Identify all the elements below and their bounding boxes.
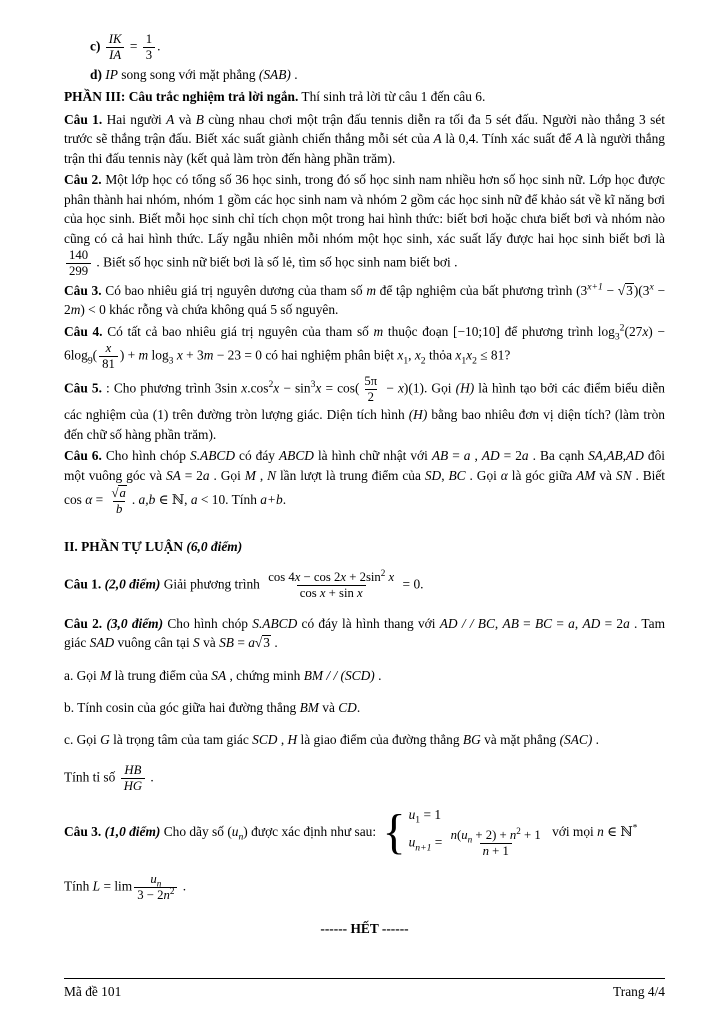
text-run: log xyxy=(148,347,169,363)
text-run: .cos xyxy=(247,380,269,396)
text-run: − cos 2 xyxy=(300,569,341,584)
text-run: ( xyxy=(92,347,98,363)
italic-run: AD xyxy=(582,615,601,631)
bold-run: Câu 1. xyxy=(64,576,105,592)
italic-run: x xyxy=(340,569,347,584)
text-run: . Tam giác xyxy=(64,615,665,651)
fraction xyxy=(265,567,397,601)
italic-run: a xyxy=(521,448,529,464)
text-run: . xyxy=(282,492,287,508)
text-run: 2 xyxy=(367,390,374,405)
italic-run: x xyxy=(273,380,280,396)
italic-run: CD xyxy=(338,699,357,715)
exam-code: Mã đề 101 xyxy=(64,984,122,999)
subscript: 3 xyxy=(614,331,620,343)
fraction xyxy=(143,32,155,63)
italic-run: a+b xyxy=(260,492,283,508)
text-run: ( xyxy=(457,827,462,842)
bold-italic-run: (1,0 điểm) xyxy=(104,823,161,839)
italic-run: b xyxy=(115,502,123,517)
text-run: , chứng minh xyxy=(226,667,304,683)
italic-run: x xyxy=(642,323,649,339)
text-run: và xyxy=(174,111,196,127)
text-run: cos xyxy=(299,585,320,600)
bold-run: Câu 4. xyxy=(64,323,103,339)
text-run: có đáy là hình thang với xyxy=(297,615,440,631)
text-run: , xyxy=(574,615,583,631)
text-run: là trọng tâm của tam giác xyxy=(109,732,253,748)
italic-run: a xyxy=(248,635,255,651)
text-run: Cho hình chóp xyxy=(163,615,253,631)
text-run: Một lớp học có tổng số 36 học sinh, trong đó số học sinh nam nhiều hơn số học sinh nữ. Lớp học được phân thành hai nhóm, nhóm 1 gồm các học sinh nam và nhóm 2 gồm các học sinh nữ để khảo sát về kĩ năng bơi của học sinh. Biết mỗi học sinh chỉ tích chọn một trong hai hình thức: biết bơi hoặc chưa biết bơi và nhóm nào cũng có cả hai hình thức. Lấy ngẫu nhiên mỗi nhóm một học sinh, xác suất lấy được hai học sinh biết bơi là xyxy=(64,172,665,246)
text-run: để tập nghiệm của bất phương trình xyxy=(375,283,577,298)
subscript: 1 xyxy=(415,814,421,826)
item-c xyxy=(90,32,665,63)
italic-run: (H) xyxy=(455,380,475,396)
text-run: + 1 xyxy=(488,843,509,858)
text-run: . Biết cos xyxy=(64,467,666,508)
superscript: 2 xyxy=(169,885,175,896)
italic-run: m xyxy=(203,347,214,363)
bold-italic-run: (3,0 điểm) xyxy=(106,615,164,631)
text-run: . xyxy=(157,38,161,54)
italic-run: S xyxy=(193,635,200,651)
italic-run: a xyxy=(119,486,126,501)
italic-run: u xyxy=(150,871,157,886)
text-run: , xyxy=(255,467,268,483)
italic-run: IP xyxy=(105,67,118,83)
cases-row xyxy=(409,807,546,824)
text-run: = xyxy=(92,492,107,508)
text-run: . Biết số học sinh nữ biết bơi là số lẻ, tìm số học sinh nam biết bơi . xyxy=(93,254,458,270)
text-run: , xyxy=(494,615,503,631)
text-run: cos 4 xyxy=(268,569,295,584)
text-run: 3 xyxy=(626,283,633,298)
text-run: = 2 xyxy=(499,448,522,464)
text-run: + 3 xyxy=(182,347,204,363)
text-run: 1 xyxy=(145,32,153,46)
bold-run: c) xyxy=(90,38,104,54)
cases-brace: { xyxy=(382,806,406,860)
text-run: lần lượt là trung điểm của xyxy=(276,467,425,483)
italic-run: x xyxy=(319,585,326,600)
cau-1 xyxy=(64,110,665,168)
text-run: cùng nhau chơi một trận đấu tennis diễn ra tối đa 5 sét đấu. Người nào thắng 3 sét trước sẽ thắng trận đấu. Biết xác suất giành chiến thắng mỗi sét của xyxy=(64,111,665,147)
text-run: ∈ ℕ xyxy=(603,823,633,839)
text-run: . xyxy=(270,635,278,651)
italic-run: SD xyxy=(424,467,442,483)
bold-run: Câu 3. xyxy=(64,823,105,839)
italic-run: (H) xyxy=(408,407,428,423)
text-run: , xyxy=(408,347,415,363)
text-run: ) < 0 khác rỗng và chứa không quá 5 số nguyên. xyxy=(80,302,339,318)
text-run: và xyxy=(595,467,616,483)
subscript: 1 xyxy=(403,355,409,367)
italic-run: SA,AB,AD xyxy=(588,448,644,464)
italic-run: α xyxy=(500,467,508,483)
italic-run: x xyxy=(397,347,404,363)
text-run: được xác định như sau: xyxy=(247,823,380,839)
italic-run: a xyxy=(202,467,210,483)
text-run: , xyxy=(277,732,288,748)
italic-run: N xyxy=(267,467,277,483)
text-run: c. Gọi xyxy=(64,732,101,748)
end-marker xyxy=(64,919,665,938)
italic-run: SCD xyxy=(252,732,278,748)
page-footer xyxy=(64,978,665,1000)
text-run: , xyxy=(470,448,482,464)
italic-run: m xyxy=(373,323,384,339)
text-run: Tính tỉ số xyxy=(64,769,119,785)
bold-run: II. PHẦN TỰ LUẬN xyxy=(64,539,187,555)
text-run: 5π xyxy=(364,374,378,389)
superscript: 2 xyxy=(516,825,521,836)
text-run: . xyxy=(131,492,139,508)
tl-cau-2a xyxy=(64,666,665,685)
text-run: − xyxy=(602,283,618,298)
italic-run: IA xyxy=(109,48,122,63)
text-run: = xyxy=(126,38,141,54)
italic-run: x xyxy=(357,585,363,600)
italic-run: M xyxy=(100,667,112,683)
italic-run: AD / / BC xyxy=(439,615,495,631)
text-run: < 10. Tính xyxy=(197,492,261,508)
text-run: Cho hình chóp xyxy=(101,448,190,464)
italic-run: n xyxy=(482,843,489,858)
bold-run: Câu 3. xyxy=(64,283,102,298)
text-run: : Cho phương trình 3sin xyxy=(101,380,242,396)
italic-run: u xyxy=(408,834,416,850)
bold-run: Câu 2. xyxy=(64,615,107,631)
cases-group xyxy=(382,807,545,859)
text-run: . xyxy=(356,699,361,715)
superscript: x xyxy=(649,281,654,293)
subscript: n xyxy=(238,831,244,843)
italic-run: AB xyxy=(502,615,519,631)
phan-3-heading xyxy=(64,87,665,106)
italic-run: x xyxy=(414,347,421,363)
text-run: . Ba cạnh xyxy=(528,448,589,464)
text-run: và xyxy=(199,635,220,651)
italic-run: x xyxy=(466,347,473,363)
text-run: = xyxy=(233,635,249,651)
subscript: 1 xyxy=(461,355,467,367)
italic-run: a xyxy=(463,448,471,464)
text-run: là người thắng trận thi đấu tennis này (kết quả làm tròn đến hàng phần trăm). xyxy=(64,131,665,166)
text-run: là giao điểm của đường thẳng xyxy=(297,732,463,748)
italic-run: x xyxy=(105,341,112,356)
text-run: . xyxy=(374,667,382,683)
italic-run: S.ABCD xyxy=(252,615,298,631)
cau-4 xyxy=(64,322,665,372)
text-run: 3 xyxy=(263,635,270,651)
superscript: 3 xyxy=(310,379,316,391)
superscript: 2 xyxy=(380,567,386,578)
bold-run: d) xyxy=(90,67,106,83)
italic-run: x xyxy=(397,380,404,396)
italic-run: n xyxy=(597,823,604,839)
bold-italic-run: (6,0 điểm) xyxy=(186,539,243,555)
italic-run: SA xyxy=(211,667,227,683)
bold-run: PHẦN III: Câu trắc nghiệm trả lời ngắn. xyxy=(64,89,299,105)
superscript: 2 xyxy=(619,322,625,334)
text-run: − sin xyxy=(279,380,311,396)
phan-tu-luan-heading xyxy=(64,537,665,556)
text-run: đôi một vuông góc và xyxy=(64,448,665,483)
tl-cau-2b xyxy=(64,698,665,717)
italic-run: α xyxy=(85,492,93,508)
text-run: là trung điểm của xyxy=(111,667,212,683)
italic-run: M xyxy=(244,467,256,483)
italic-run: (SAB) xyxy=(258,67,291,83)
italic-run: BC xyxy=(534,615,553,631)
text-run: . xyxy=(592,732,600,748)
italic-run: m xyxy=(70,302,81,318)
text-run: = 2 xyxy=(600,615,624,631)
italic-run: a xyxy=(568,615,575,631)
italic-run: IK xyxy=(108,32,122,46)
fraction xyxy=(106,32,125,63)
text-run: 3 xyxy=(145,48,153,63)
text-run: Cho dãy số xyxy=(160,823,228,839)
text-run: là 0,4. Tính xác suất để xyxy=(441,131,575,147)
sqrt-expression: √3 xyxy=(254,635,270,651)
superscript: * xyxy=(632,822,638,834)
italic-run: HB xyxy=(124,762,142,777)
text-run: = lim xyxy=(100,878,133,894)
italic-run: HG xyxy=(123,778,143,793)
italic-run: L xyxy=(92,878,101,894)
italic-run: S.ABCD xyxy=(190,448,236,464)
italic-run: u xyxy=(408,806,416,822)
text-run: là góc giữa xyxy=(507,467,577,483)
fraction xyxy=(121,763,145,794)
text-run: ) xyxy=(243,823,248,839)
text-run: a. Gọi xyxy=(64,667,101,683)
fraction xyxy=(66,248,91,279)
cases-row xyxy=(408,825,546,859)
sqrt-expression: √a xyxy=(111,486,126,501)
text-run: + 2) + xyxy=(472,827,510,842)
italic-run: u xyxy=(461,827,468,842)
text-run: thuộc đoạn xyxy=(383,323,453,339)
italic-run: AB xyxy=(431,448,449,464)
text-run: là hình chữ nhật với xyxy=(313,448,432,464)
text-run: vuông cân tại xyxy=(114,635,194,651)
text-run: − 23 = 0 có hai nghiệm phân biệt xyxy=(213,347,398,363)
subscript: n xyxy=(156,878,162,889)
fraction xyxy=(448,825,544,859)
document-content xyxy=(64,30,665,940)
text-run: Có bao nhiêu giá trị nguyên dương của tham số xyxy=(101,283,367,298)
text-run: = xyxy=(518,615,535,631)
text-run: ∈ ℕ, xyxy=(155,492,191,508)
subscript: 9 xyxy=(87,355,93,367)
italic-run: BM xyxy=(299,699,319,715)
text-run: ) + xyxy=(119,347,139,363)
text-run: b. Tính cosin của góc giữa hai đường thẳng xyxy=(64,699,300,715)
text-run: . xyxy=(290,67,298,83)
italic-run: BM / / (SCD) xyxy=(303,667,375,683)
text-run: Giải phương trình xyxy=(160,576,264,592)
text-run: = cos( xyxy=(321,380,360,396)
text-run: 81 xyxy=(102,357,115,372)
italic-run: B xyxy=(195,111,204,127)
text-run: )(3 xyxy=(633,283,650,298)
italic-run: H xyxy=(287,732,298,748)
fraction xyxy=(134,872,177,903)
italic-run: SN xyxy=(615,467,632,483)
text-run: + 2sin xyxy=(346,569,381,584)
italic-run: x xyxy=(388,569,395,584)
subscript: 2 xyxy=(472,355,477,367)
text-run: và mặt phẳng xyxy=(480,732,560,748)
text-run: = xyxy=(431,834,446,850)
text-run: [−10;10] xyxy=(453,323,500,339)
cau-6 xyxy=(64,446,665,517)
italic-run: m xyxy=(366,283,376,298)
bold-run: Câu 2. xyxy=(64,172,102,188)
cau-3 xyxy=(64,281,665,320)
italic-run: SA xyxy=(165,467,181,483)
tl-cau-3-limit xyxy=(64,872,665,903)
italic-run: SAD xyxy=(89,635,115,651)
text-run: 3 − 2 xyxy=(137,887,164,902)
text-run: ) − 6log xyxy=(64,323,665,363)
text-run: ( xyxy=(227,823,232,839)
italic-run: A xyxy=(166,111,175,127)
italic-run: x xyxy=(241,380,248,396)
text-run: và xyxy=(318,699,339,715)
text-run: = 2 xyxy=(180,467,203,483)
subscript: 3 xyxy=(168,355,174,367)
text-run: = 0. xyxy=(399,576,424,592)
italic-run: a xyxy=(623,615,630,631)
italic-run: A xyxy=(433,131,442,147)
bold-run: Câu 5. xyxy=(64,380,102,396)
italic-run: SB xyxy=(219,635,234,651)
fraction xyxy=(361,374,380,405)
italic-run: (SAC) xyxy=(559,732,593,748)
text-run: Hai người xyxy=(102,111,167,127)
tl-cau-1 xyxy=(64,567,665,601)
text-run: = xyxy=(448,448,464,464)
italic-run: A xyxy=(574,131,584,147)
text-run: . Gọi xyxy=(465,467,501,483)
italic-run: m xyxy=(138,347,149,363)
text-run: = xyxy=(552,615,569,631)
text-run: . xyxy=(179,878,187,894)
text-run: Tính xyxy=(64,878,93,894)
italic-run: x xyxy=(455,347,462,363)
item-d xyxy=(90,65,665,84)
tl-cau-2 xyxy=(64,614,665,653)
italic-run: n xyxy=(450,827,458,842)
italic-run: a xyxy=(190,492,198,508)
bold-run: Câu 1. xyxy=(64,111,103,127)
text-run: song song với mặt phẳng xyxy=(117,67,259,83)
tl-cau-2-ratio xyxy=(64,763,665,794)
text-run: là hình tạo bởi các điểm biểu diễn các nghiệm của (1) trên đường tròn lượng giác. Diện tích hình xyxy=(64,380,665,423)
bold-run: Câu 6. xyxy=(64,448,102,464)
subscript: n+1 xyxy=(415,841,432,853)
text-run: 140 xyxy=(69,247,89,262)
superscript: x+1 xyxy=(587,281,603,293)
italic-run: ABCD xyxy=(278,448,314,464)
italic-run: n xyxy=(509,827,517,842)
tl-cau-3 xyxy=(64,807,665,859)
italic-run: x xyxy=(176,347,183,363)
text-run: )(1). Gọi xyxy=(403,380,456,396)
text-run: − 2 xyxy=(64,283,665,318)
text-run: − xyxy=(382,380,398,396)
text-run: . Gọi xyxy=(209,467,245,483)
italic-run: BC xyxy=(448,467,466,483)
cau-5 xyxy=(64,374,665,444)
text-run: + 1 xyxy=(520,827,541,842)
bold-run: ------ HẾT ------ xyxy=(320,920,409,936)
page-number: Trang 4/4 xyxy=(613,984,665,999)
sqrt-expression: √3 xyxy=(617,283,633,298)
italic-run: a,b xyxy=(138,492,156,508)
text-run: + sin xyxy=(325,585,358,600)
subscript: n xyxy=(467,834,473,845)
tl-cau-2c xyxy=(64,730,665,749)
italic-run: AM xyxy=(576,467,596,483)
subscript: 2 xyxy=(420,355,426,367)
fraction xyxy=(99,341,118,372)
text-run: để phương trình xyxy=(499,323,598,339)
text-run: bằng bao nhiêu đơn vị diện tích? (làm tròn đến chữ số hàng phần trăm). xyxy=(64,407,665,442)
italic-run: x xyxy=(315,380,322,396)
text-run: . xyxy=(147,769,154,785)
cau-2 xyxy=(64,170,665,279)
text-run: có đáy xyxy=(235,448,279,464)
italic-run: BG xyxy=(462,732,481,748)
text-run: với mọi xyxy=(548,823,598,839)
text-run: (27 xyxy=(624,323,643,339)
text-run: thỏa xyxy=(425,347,456,363)
superscript: 2 xyxy=(268,379,274,391)
fraction xyxy=(108,485,129,517)
text-run: = 1 xyxy=(420,806,442,822)
text-run: ≤ 81? xyxy=(476,347,511,363)
italic-run: x xyxy=(294,569,301,584)
text-run: log xyxy=(597,323,615,339)
italic-run: AD xyxy=(481,448,500,464)
bold-italic-run: (2,0 điểm) xyxy=(104,576,161,592)
italic-run: n xyxy=(163,887,170,902)
text-run: (3 xyxy=(576,283,588,298)
italic-run: u xyxy=(231,823,239,839)
text-run: Có tất cả bao nhiêu giá trị nguyên của tham số xyxy=(102,323,374,339)
text-run: 299 xyxy=(69,263,89,278)
text-run: , xyxy=(441,467,449,483)
italic-run: G xyxy=(100,732,110,748)
text-run: Thí sinh trả lời từ câu 1 đến câu 6. xyxy=(298,89,486,105)
